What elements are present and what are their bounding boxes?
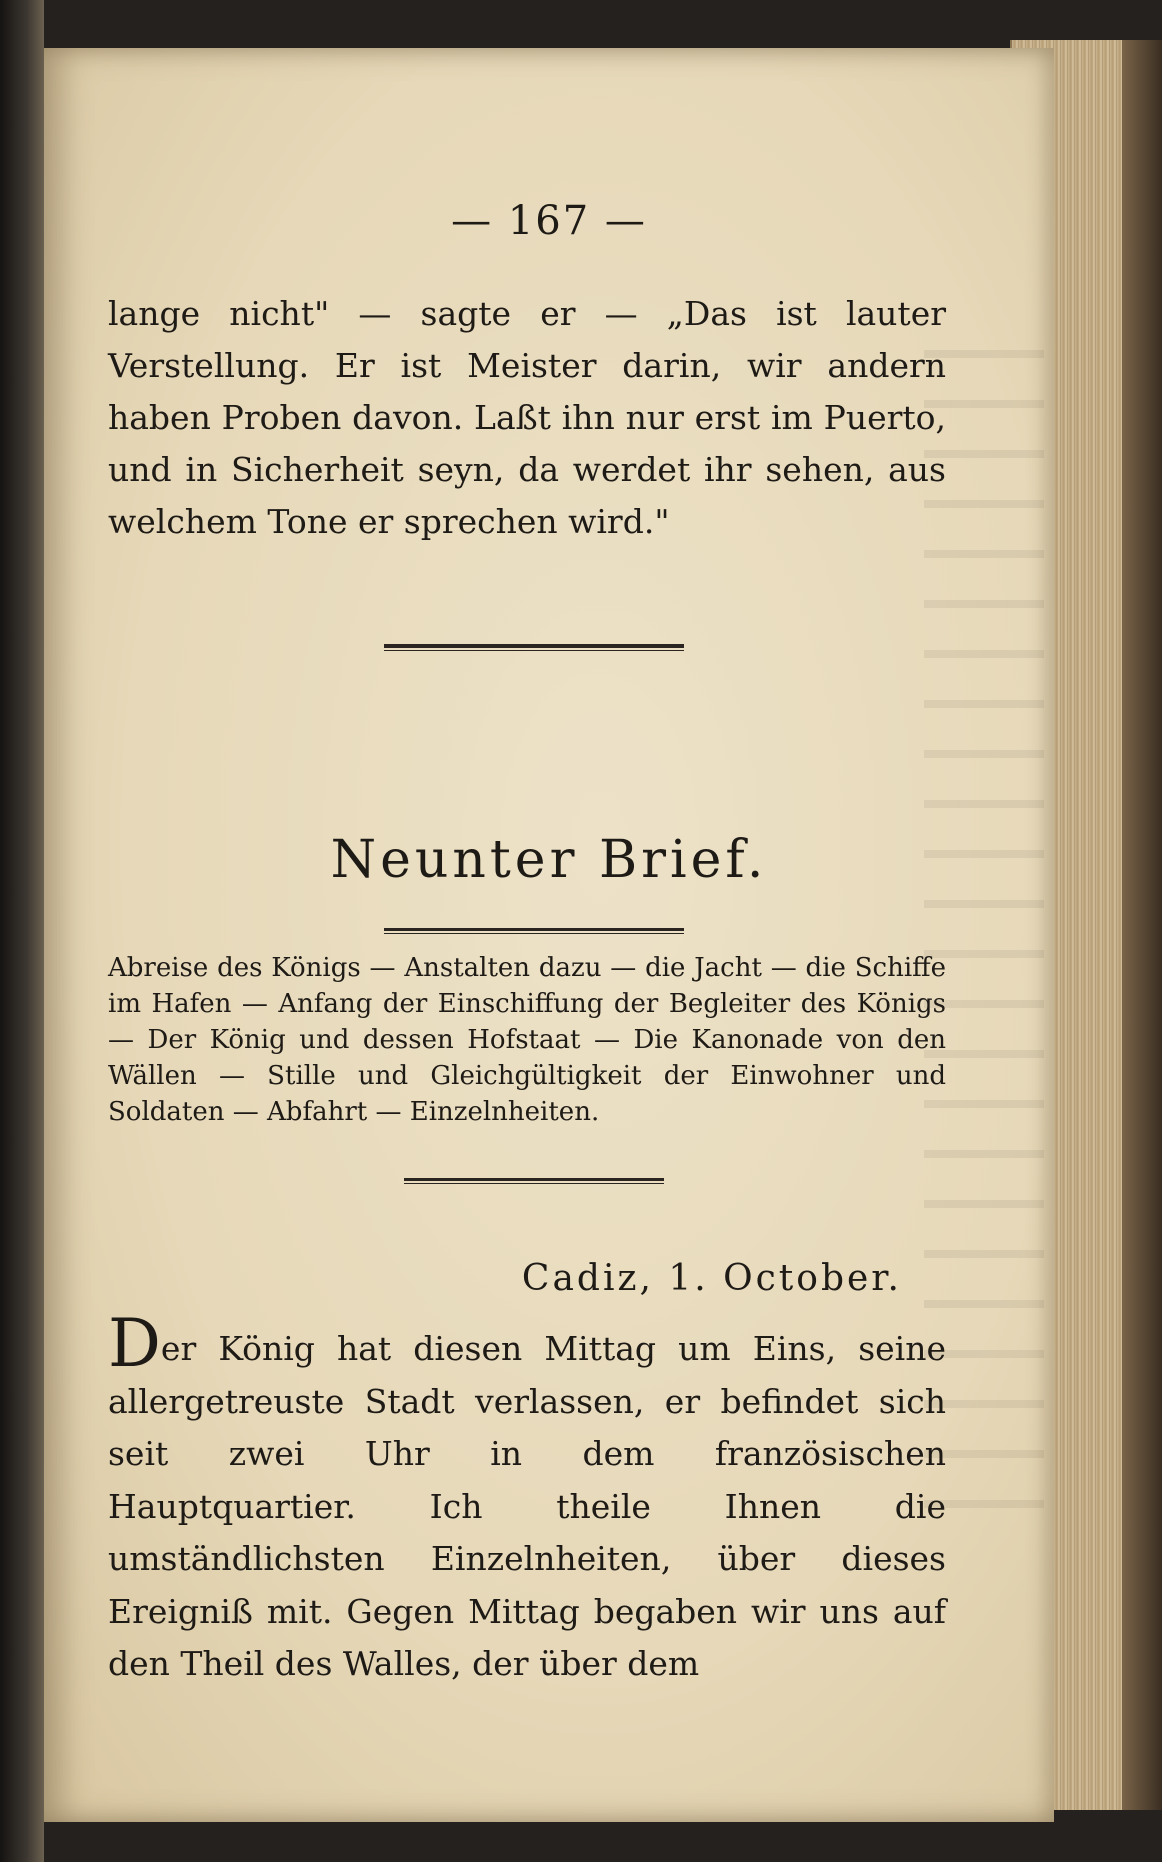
chapter-summary: Abreise des Königs — Anstalten dazu — die Jacht — die Schiffe im Hafen — Anfang der Einschiffung der Begleiter des Königs — Der König und dessen Hofstaat — Die Kanonade von den Wällen — Stille und Gleichgültigkeit der Einwohner und Soldaten — Abfahrt — Einzelnheiten. [108,953,946,1127]
letter-dateline: Cadiz, 1. October. [521,1258,902,1299]
chapter-title: Neunter Brief. [330,830,768,890]
continuation-block [108,288,946,548]
letter-body [108,1305,946,1691]
book-page [44,48,1054,1822]
letter-body-block [108,1305,946,1691]
title-rule [384,928,684,934]
letter-body-text: er König hat diesen Mittag um Eins, seine allergetreuste Stadt verlassen, er befindet sich seit zwei Uhr in dem französischen Hauptquartier. Ich theile Ihnen die umständlichsten Einzelnheiten, über dieses Ereigniß mit. Gegen Mittag begaben wir uns auf den Theil des Walles, der über dem [108,1329,946,1683]
chapter-summary-block [108,950,946,1130]
continuation-paragraph: lange nicht" — sagte er — „Das ist lauter Verstellung. Er ist Meister darin, wir andern haben Proben davon. Laßt ihn nur erst im Puerto, und in Sicherheit seyn, da werdet ihr sehen, aus welchem Tone er sprechen wird." [108,294,946,541]
drop-cap: D [108,1305,161,1382]
page-number-header: — 167 — [451,198,647,244]
section-rule-top [384,644,684,651]
book-binding [0,0,44,1862]
summary-rule [404,1178,664,1184]
